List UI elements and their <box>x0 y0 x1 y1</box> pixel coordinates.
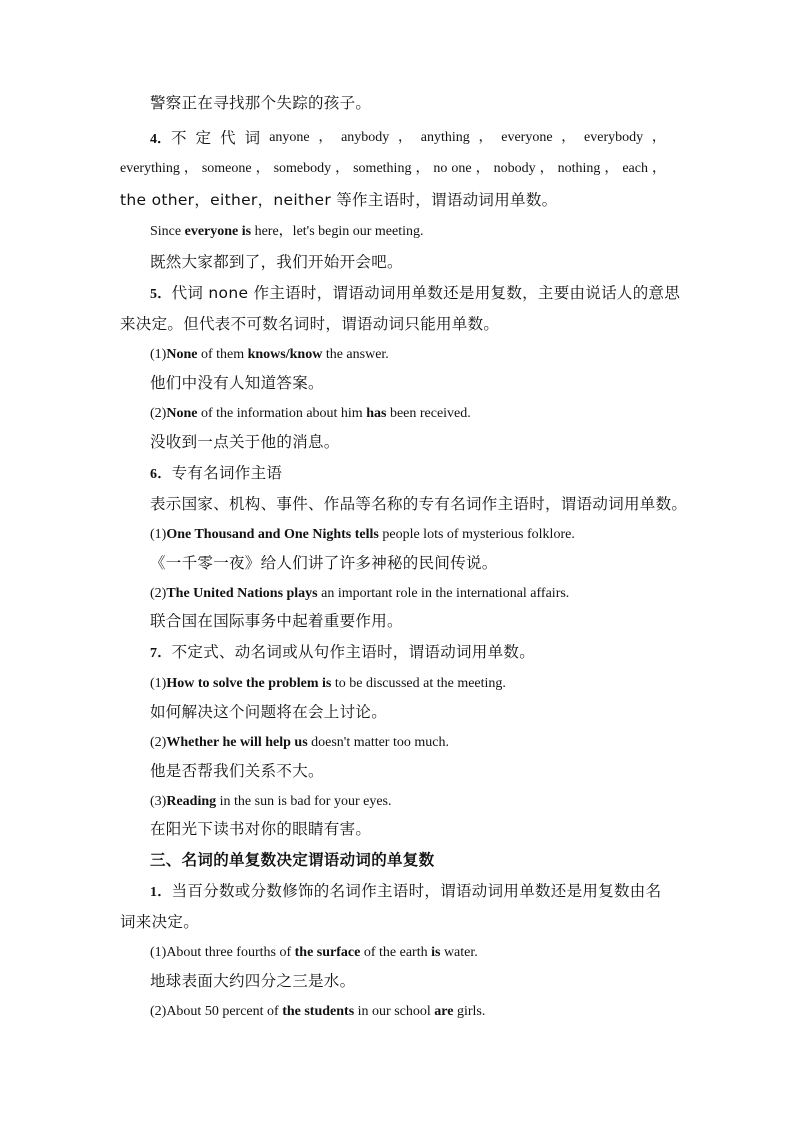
bold-fragment: One Thousand and One Nights tells <box>166 527 379 542</box>
item-number: 6． <box>150 467 172 482</box>
text-fragment: of the information about him <box>197 406 367 421</box>
bold-fragment: is <box>431 945 441 960</box>
text-fragment: people lots of mysterious folklore. <box>378 527 575 542</box>
example-translation: 在阳光下读书对你的眼睛有害。 <box>150 820 372 838</box>
text-fragment: nobody <box>493 161 536 176</box>
text-fragment: ， <box>604 161 619 176</box>
bold-fragment: are <box>434 1004 454 1019</box>
bold-fragment: everyone is <box>184 224 252 239</box>
example-sentence <box>150 1005 710 1019</box>
text-fragment: somebody <box>273 161 332 176</box>
item-number: 7． <box>150 646 172 661</box>
text-fragment: (2)About 50 percent of <box>150 1004 283 1019</box>
example-sentence <box>150 407 710 421</box>
text-fragment: (2) <box>150 735 167 750</box>
text-fragment: (1) <box>150 676 167 691</box>
bold-fragment: Whether he will help us <box>166 735 308 750</box>
text-fragment: Since <box>150 224 185 239</box>
text-fragment: one <box>451 161 472 176</box>
item-number: 4． <box>150 132 171 147</box>
text-fragment: ， <box>475 161 490 176</box>
rule-7-heading <box>150 645 710 661</box>
text-fragment: 代 <box>220 129 236 147</box>
rule-4-line-3: the other，either，neither 等作主语时，谓语动词用单数。 <box>120 191 558 209</box>
text-fragment: of them <box>197 347 248 362</box>
example-translation: 他们中没有人知道答案。 <box>150 374 324 392</box>
rule-5-line-2: 来决定。但代表不可数名词时，谓语动词只能用单数。 <box>120 315 500 333</box>
example-translation: 他是否帮我们关系不大。 <box>150 762 324 780</box>
example-sentence <box>150 348 710 362</box>
example-sentence <box>150 587 710 601</box>
text-fragment: an important role in the international affairs. <box>317 586 570 601</box>
text-fragment: 不 <box>171 129 187 147</box>
text-fragment: anyone <box>269 130 310 145</box>
bold-fragment: None <box>166 347 198 362</box>
rule-4-line-2 <box>120 162 666 176</box>
text-fragment: everybody <box>584 130 644 145</box>
text-fragment: the answer. <box>322 347 389 362</box>
text-fragment: nothing <box>557 161 601 176</box>
text-fragment: 定 <box>195 129 212 147</box>
bold-fragment: Reading <box>166 794 217 809</box>
text-fragment: everyone <box>501 130 553 145</box>
section-heading: 三、名词的单复数决定谓语动词的单复数 <box>150 851 435 869</box>
bold-fragment: The United Nations plays <box>166 586 318 601</box>
example-translation: 没收到一点关于他的消息。 <box>150 433 340 451</box>
text-fragment: no <box>433 161 448 176</box>
text-fragment: 代词 none 作主语时，谓语动词用单数还是用复数，主要由说话人的意思 <box>171 284 681 302</box>
example-sentence <box>150 795 710 809</box>
rule-6-heading <box>150 466 710 482</box>
example-sentence <box>150 225 710 239</box>
example-translation: 既然大家都到了，我们开始开会吧。 <box>150 253 403 271</box>
text-fragment: girls. <box>453 1004 486 1019</box>
rule-6-text: 表示国家、机构、事件、作品等名称的专有名词作主语时，谓语动词用单数。 <box>150 495 688 513</box>
text-fragment: doesn't matter too much. <box>307 735 449 750</box>
bold-fragment: the students <box>282 1004 355 1019</box>
text-fragment: ， <box>335 161 350 176</box>
text-fragment: everything <box>120 161 180 176</box>
text-fragment: ， <box>255 161 270 176</box>
text-fragment: ， <box>318 130 333 145</box>
text-fragment: ， <box>478 130 493 145</box>
bold-fragment: the surface <box>294 945 361 960</box>
rule-1-line-1 <box>150 884 710 900</box>
text-fragment: water. <box>440 945 478 960</box>
text-fragment: in our school <box>354 1004 435 1019</box>
item-number: 1． <box>150 885 172 900</box>
text-fragment: anything <box>420 130 470 145</box>
example-translation: 地球表面大约四分之三是水。 <box>150 972 356 990</box>
text-fragment: (2) <box>150 406 167 421</box>
text-fragment: of the earth <box>360 945 432 960</box>
text-fragment: (1) <box>150 527 167 542</box>
text-fragment: in the sun is bad for your eyes. <box>216 794 392 809</box>
example-sentence <box>150 528 710 542</box>
bold-fragment: None <box>166 406 198 421</box>
text-fragment: someone <box>201 161 252 176</box>
text-fragment: ， <box>183 161 198 176</box>
text-fragment: ， <box>539 161 554 176</box>
text-fragment: (2) <box>150 586 167 601</box>
example-sentence <box>150 946 710 960</box>
example-translation: 警察正在寻找那个失踪的孩子。 <box>150 94 372 112</box>
example-translation: 《一千零一夜》给人们讲了许多神秘的民间传说。 <box>150 554 498 572</box>
text-fragment: to be discussed at the meeting. <box>331 676 506 691</box>
example-translation: 如何解决这个问题将在会上讨论。 <box>150 703 388 721</box>
text-fragment: ， <box>561 130 576 145</box>
text-fragment: 当百分数或分数修饰的名词作主语时，谓语动词用单数还是用复数由名 <box>171 882 662 900</box>
item-number: 5． <box>150 287 172 302</box>
text-fragment: each <box>622 161 648 176</box>
text-fragment: (1) <box>150 347 167 362</box>
example-translation: 联合国在国际事务中起着重要作用。 <box>150 612 403 630</box>
rule-5-line-1 <box>150 286 710 302</box>
text-fragment: ， <box>651 161 666 176</box>
text-fragment: 词 <box>244 129 261 147</box>
rule-1-line-2: 词来决定。 <box>120 913 200 931</box>
text-fragment: ， <box>415 161 430 176</box>
example-sentence <box>150 736 710 750</box>
bold-fragment: knows/know <box>247 347 323 362</box>
text-fragment: 专有名词作主语 <box>171 464 283 482</box>
text-fragment: ， <box>398 130 413 145</box>
bold-fragment: has <box>366 406 387 421</box>
text-fragment: anybody <box>341 130 390 145</box>
text-fragment: here，let's begin our meeting. <box>251 224 424 239</box>
example-sentence <box>150 677 710 691</box>
text-fragment: (3) <box>150 794 167 809</box>
text-fragment: something <box>353 161 412 176</box>
bold-fragment: How to solve the problem is <box>166 676 332 691</box>
rule-4-line-1 <box>150 131 666 147</box>
text-fragment: (1)About three fourths of <box>150 945 295 960</box>
text-fragment: been received. <box>386 406 471 421</box>
text-fragment: ， <box>651 130 666 145</box>
text-fragment: 不定式、动名词或从句作主语时，谓语动词用单数。 <box>171 643 536 661</box>
